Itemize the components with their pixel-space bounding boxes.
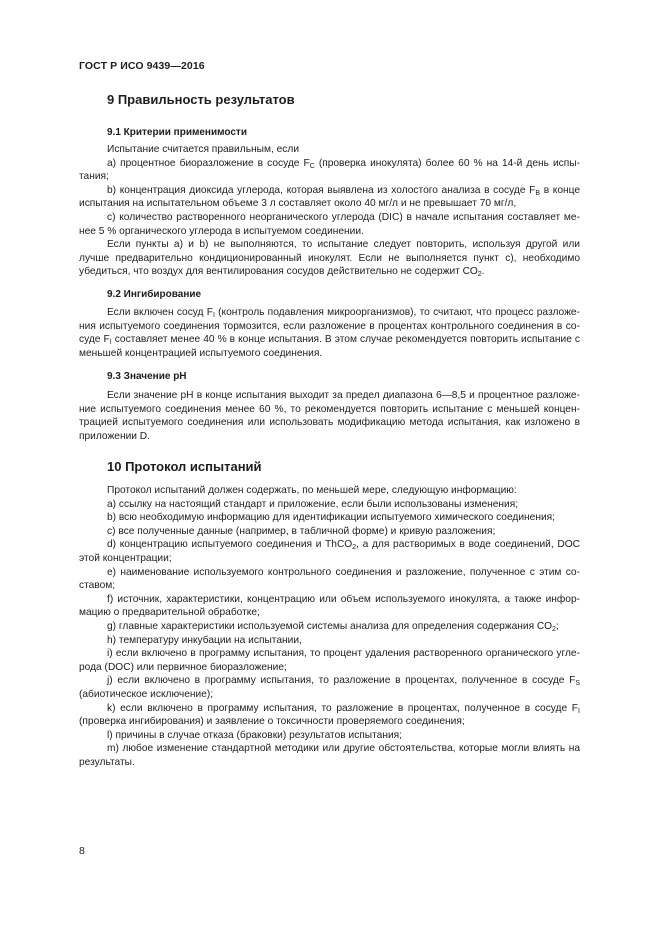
section-9-2-body: [79, 306, 580, 360]
item-f: f) источник, характеристики, концентрацию или объем используемого инокулята, а также инфор-мацию о предварительной обработке;: [79, 593, 580, 619]
item-c: с) все полученные данные (например, в табличной форме) и кривую разложения;: [107, 525, 496, 537]
item-b: b) концентрация диоксида углерода, которая выявлена из холостого анализа в сосуде $F_B$ в конце испытания на испытательном объеме 3 л составляет около 40 мг/л и не превышает 70 мг/л,: [79, 184, 580, 210]
page-number: 8: [79, 845, 85, 857]
item-j: j) если включено в программу испытания, то разложение в процентах, полученное в сосуде $F_S$ (абиотическое исключение);: [79, 675, 580, 700]
section-9-3-heading: 9.3 Значение pH: [107, 371, 187, 382]
section-10-heading: 10 Протокол испытаний: [107, 459, 262, 474]
section-9-1-body: [79, 143, 580, 279]
item-a: а) процентное биоразложение в сосуде $F_C$ (проверка инокулята) более 60 % на 14-й день испы-тания;: [79, 157, 580, 183]
paragraph: Если пункты а) и b) не выполняются, то испытание следует повторить, используя другой или лучше предварительно кондиционированный инокулят. Если не выполняется пункт с), необходимо убедиться, что воздух для вентилирования сосудов действительно не содержит $СО_2$.: [79, 239, 580, 279]
item-k: k) если включено в программу испытания, то разложение в процентах, полученное в сосуде $F_I$ (проверка ингибирования) и заявление о токсичности проверяемого соединения;: [79, 702, 580, 728]
paragraph: Если значение pH в конце испытания выходит за предел диапазона 6—8,5 и процентное разложе-ние испытуемого соединения менее 60 %, то рекомендуется повторить испытание с меньшей концен-трацией испытуемого соединения или использовать модификацию метода испытания, как изложено в приложении D.: [79, 390, 580, 442]
item-i: i) если включено в программу испытания, то процент удаления растворенного органического угле-рода (DOC) или первичное биоразложение;: [79, 648, 580, 673]
item-g: g) главные характеристики используемой системы анализа для определения содержания $СО_2$;: [107, 620, 559, 633]
item-m: m) любое изменение стандартной методики или другие обстоятельства, которые могли влиять на результаты.: [79, 743, 580, 768]
document-code-header: ГОСТ Р ИСО 9439—2016: [79, 60, 205, 72]
item-h: h) температуру инкубации на испытании,: [107, 634, 302, 646]
section-9-heading: 9 Правильность результатов: [107, 92, 295, 107]
item-a: а) ссылку на настоящий стандарт и приложение, если были использованы изменения;: [107, 498, 519, 510]
section-10-body: [79, 484, 580, 769]
section-9-1-heading: 9.1 Критерии применимости: [107, 127, 247, 138]
paragraph: Если включен сосуд $F_I$ (контроль подавления микроорганизмов), то считают, что процесс разложе-ния испытуемого соединения тормозится, если разложение в процентах контрольного соединения в со-суде $F_I$ составляет менее 40 % в конце испытания. В этом случае рекомендуется повторить испытание с меньшей концентрацией испытуемого соединения.: [79, 307, 580, 359]
section-9-3-body: [79, 389, 580, 443]
item-b: b) всю необходимую информацию для идентификации испытуемого химического соединения;: [107, 512, 556, 524]
item-e: е) наименование используемого контрольного соединения и разложение, полученное с этим со-ставом;: [79, 566, 580, 592]
paragraph: Испытание считается правильным, если: [107, 144, 300, 155]
item-l: l) причины в случае отказа (браковки) результатов испытания;: [107, 729, 403, 741]
paragraph: Протокол испытаний должен содержать, по меньшей мере, следующую информацию:: [107, 485, 517, 496]
item-d: d) концентрацию испытуемого соединения и ThCO$_2$, а для растворимых в воде соединений, DOC этой концентрации;: [79, 539, 580, 564]
section-9-2-heading: 9.2 Ингибирование: [107, 289, 202, 300]
item-c: с) количество растворенного неорганического углерода (DIC) в начале испытания составляет ме-нее 5 % органического углерода в испытуемом соединении.: [79, 211, 580, 237]
